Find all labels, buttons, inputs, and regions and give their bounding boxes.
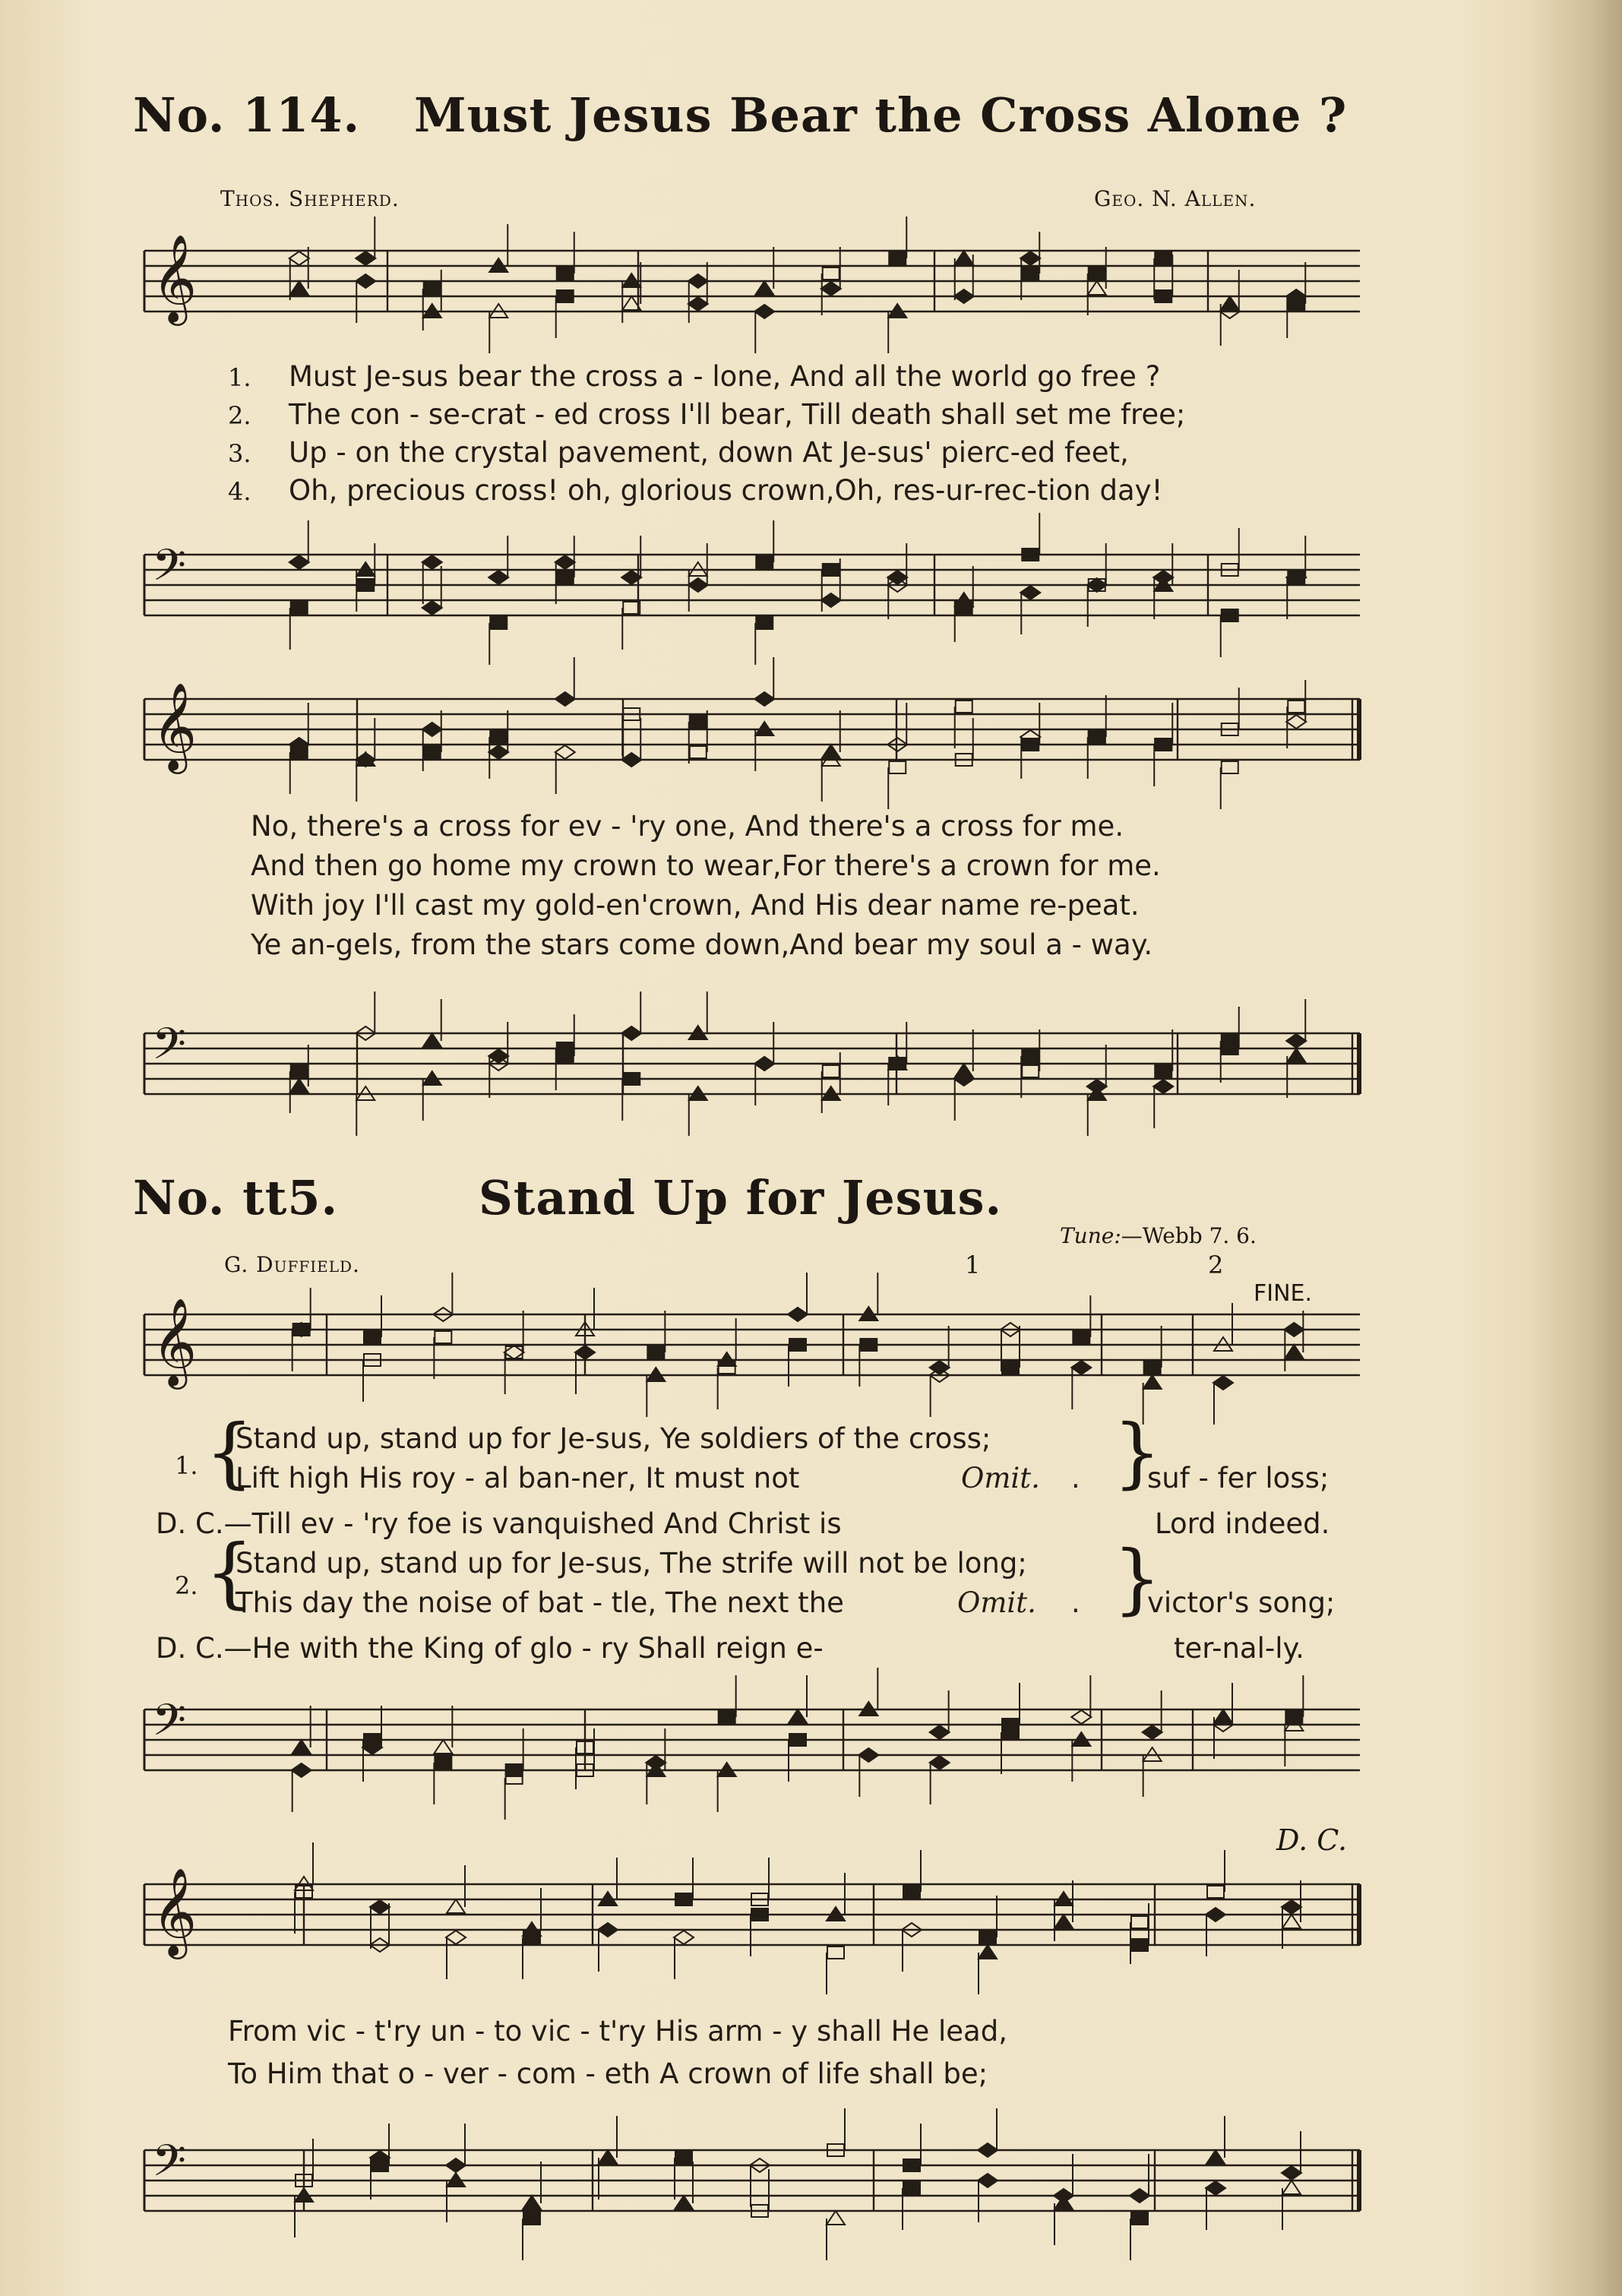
- verse-2-brace: {: [205, 1528, 254, 1617]
- tune-name: —Webb 7. 6.: [1121, 1223, 1257, 1248]
- hymn-114-verse-2-line-2: And then go home my crown to wear,For there's a crown for me.: [251, 849, 1161, 882]
- dc-marking: D. C.: [1276, 1823, 1348, 1857]
- hymn-114-verse-3-line-2: With joy I'll cast my gold-en'crown, And His dear name re-peat.: [251, 889, 1140, 922]
- hymn-114-verse-4-line-1: Oh, precious cross! oh, glorious crown,Oh, res-ur-rec-tion day!: [289, 474, 1163, 507]
- hymn-115-treble-staff-1: [114, 1284, 1367, 1398]
- svg-text:𝄢: 𝄢: [152, 1018, 187, 1080]
- omit-marking-2: Omit.: [957, 1586, 1036, 1619]
- svg-text:𝄞: 𝄞: [152, 682, 198, 770]
- verse-1-brace: {: [205, 1408, 254, 1497]
- hymn-115-dc-2-end: ter-nal-ly.: [1174, 1632, 1304, 1665]
- hymn-114-treble-staff-1: [114, 220, 1367, 342]
- hymn-115-verse-2-num: 2.: [175, 1571, 198, 1600]
- hymn-114-composer: Geo. N. Allen.: [1094, 186, 1257, 211]
- hymn-115-verse-2b-end: victor's song;: [1147, 1586, 1336, 1619]
- hymn-115-bass-staff-2: [114, 2120, 1367, 2234]
- hymn-114-verse-2-line-1: The con - se-crat - ed cross I'll bear, Till death shall set me free;: [289, 398, 1186, 431]
- svg-text:𝄢: 𝄢: [152, 1694, 187, 1757]
- page-edge-shadow: [1531, 0, 1622, 2296]
- hymn-114-verse-4-line-2: Ye an-gels, from the stars come down,And bear my soul a - way.: [251, 928, 1153, 961]
- hymn-115-tune: [1060, 1223, 1257, 1248]
- hymn-115-bass-staff-1: [114, 1679, 1367, 1793]
- svg-text:𝄞: 𝄞: [152, 1867, 198, 1956]
- hymn-114-verse-3-num: 3.: [228, 439, 251, 468]
- hymn-115-verse-1a: Stand up, stand up for Je-sus, Ye soldiers of the cross;: [236, 1422, 991, 1455]
- hymn-114-verse-3-line-1: Up - on the crystal pavement, down At Je-sus' pierc-ed feet,: [289, 436, 1129, 469]
- hymn-114-title: Must Jesus Bear the Cross Alone ?: [414, 87, 1348, 143]
- svg-text:𝄞: 𝄞: [152, 233, 198, 322]
- hymn-115-refrain-line-2: To Him that o - ver - com - eth A crown of life shall be;: [228, 2057, 988, 2090]
- hymn-115-verse-1b-end: suf - fer loss;: [1147, 1462, 1330, 1494]
- hymn-115-dc-1-end: Lord indeed.: [1155, 1507, 1330, 1540]
- hymn-115-number: No. tt5.: [133, 1170, 339, 1225]
- hymn-115-title: Stand Up for Jesus.: [479, 1170, 1003, 1225]
- svg-text:𝄞: 𝄞: [152, 1297, 198, 1386]
- hymn-115-refrain-line-1: From vic - t'ry un - to vic - t'ry His arm - y shall He lead,: [228, 2015, 1007, 2048]
- fine-marking: FINE.: [1254, 1280, 1313, 1307]
- hymn-115-author: G. Duffield.: [224, 1252, 360, 1277]
- hymn-114-author: Thos. Shepherd.: [220, 186, 400, 211]
- hymn-114-treble-staff-2: [114, 669, 1367, 790]
- svg-text:𝄢: 𝄢: [152, 2135, 187, 2197]
- hymn-115-verse-1-num: 1.: [175, 1451, 198, 1480]
- hymn-114-verse-4-num: 4.: [228, 477, 251, 506]
- omit-marking-1: Omit.: [961, 1462, 1040, 1494]
- hymn-114-bass-staff-2: [114, 1003, 1367, 1124]
- svg-text:𝄢: 𝄢: [152, 539, 187, 602]
- hymn-114-number: No. 114.: [133, 87, 361, 143]
- hymn-114-verse-2-num: 2.: [228, 401, 251, 430]
- hymn-114-verse-1-line-1: Must Je-sus bear the cross a - lone, And all the world go free ?: [289, 360, 1161, 393]
- omit-dot-2: .: [1071, 1586, 1080, 1619]
- hymn-114-bass-staff-1: [114, 524, 1367, 646]
- verse-1-close-brace: }: [1113, 1408, 1162, 1497]
- second-ending-number: 2: [1208, 1251, 1224, 1279]
- hymn-115-verse-1b: Lift high His roy - al ban-ner, It must not: [236, 1462, 800, 1494]
- verse-2-close-brace: }: [1113, 1534, 1162, 1623]
- hymn-115-verse-2a: Stand up, stand up for Je-sus, The strife will not be long;: [236, 1547, 1027, 1580]
- first-ending-number: 1: [965, 1251, 981, 1279]
- tune-label: Tune:: [1060, 1223, 1121, 1248]
- hymn-115-dc-2: D. C.—He with the King of glo - ry Shall reign e-: [156, 1632, 824, 1665]
- hymn-115-treble-staff-2: [114, 1854, 1367, 1968]
- hymn-114-verse-1-num: 1.: [228, 363, 251, 392]
- hymn-114-verse-1-line-2: No, there's a cross for ev - 'ry one, And there's a cross for me.: [251, 810, 1124, 843]
- hymn-115-dc-1: D. C.—Till ev - 'ry foe is vanquished And Christ is: [156, 1507, 842, 1540]
- omit-dot-1: .: [1071, 1462, 1080, 1494]
- hymn-115-verse-2b: This day the noise of bat - tle, The next the: [236, 1586, 844, 1619]
